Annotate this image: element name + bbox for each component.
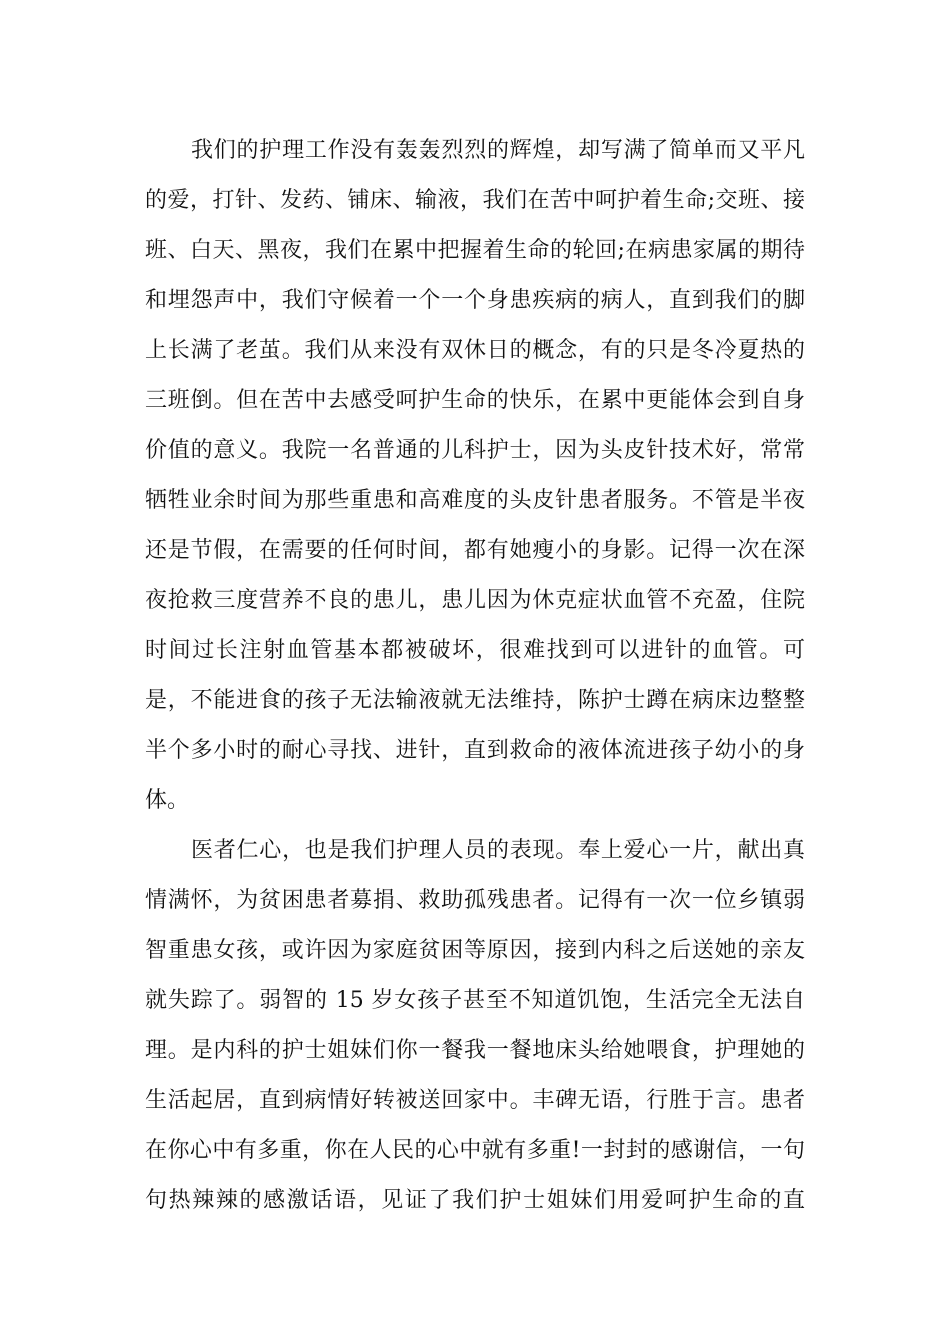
text-line: 句热辣辣的感激话语，见证了我们护士姐妹们用爱呵护生命的直 <box>145 1188 805 1213</box>
text-line: 是，不能进食的孩子无法输液就无法维持，陈护士蹲在病床边整整 <box>145 688 805 713</box>
text-line: 半个多小时的耐心寻找、进针，直到救命的液体流进孩子幼小的身 <box>145 738 805 763</box>
text-line: 上长满了老茧。我们从来没有双休日的概念，有的只是冬冷夏热的 <box>145 338 805 363</box>
text-line: 班、白天、黑夜，我们在累中把握着生命的轮回;在病患家属的期待 <box>145 238 805 263</box>
paragraph-1 <box>145 126 805 826</box>
text-line: 医者仁心，也是我们护理人员的表现。奉上爱心一片，献出真 <box>191 838 805 863</box>
text-line: 时间过长注射血管基本都被破坏，很难找到可以进针的血管。可 <box>145 638 805 663</box>
text-line: 夜抢救三度营养不良的患儿，患儿因为休克症状血管不充盈，住院 <box>145 588 805 613</box>
text-line: 智重患女孩，或许因为家庭贫困等原因，接到内科之后送她的亲友 <box>145 938 805 963</box>
text-line: 牺牲业余时间为那些重患和高难度的头皮针患者服务。不管是半夜 <box>145 488 805 513</box>
text-line: 体。 <box>145 788 190 813</box>
text-line: 在你心中有多重，你在人民的心中就有多重!一封封的感谢信，一句 <box>145 1138 805 1163</box>
text-line: 和埋怨声中，我们守候着一个一个身患疾病的病人，直到我们的脚 <box>145 288 805 313</box>
text-line: 还是节假，在需要的任何时间，都有她瘦小的身影。记得一次在深 <box>145 538 805 563</box>
paragraph-2 <box>145 826 805 1226</box>
document-body <box>145 126 805 1226</box>
text-line: 的爱，打针、发药、铺床、输液，我们在苦中呵护着生命;交班、接 <box>145 188 805 213</box>
text-line: 生活起居，直到病情好转被送回家中。丰碑无语，行胜于言。患者 <box>145 1088 805 1113</box>
text-line: 情满怀，为贫困患者募捐、救助孤残患者。记得有一次一位乡镇弱 <box>145 888 805 913</box>
text-line: 理。是内科的护士姐妹们你一餐我一餐地床头给她喂食，护理她的 <box>145 1038 805 1063</box>
text-line: 我们的护理工作没有轰轰烈烈的辉煌，却写满了简单而又平凡 <box>191 138 805 163</box>
text-line: 三班倒。但在苦中去感受呵护生命的快乐，在累中更能体会到自身 <box>145 388 805 413</box>
text-line: 价值的意义。我院一名普通的儿科护士，因为头皮针技术好，常常 <box>145 438 805 463</box>
text-line: 就失踪了。弱智的 15 岁女孩子甚至不知道饥饱，生活完全无法自 <box>145 988 805 1013</box>
